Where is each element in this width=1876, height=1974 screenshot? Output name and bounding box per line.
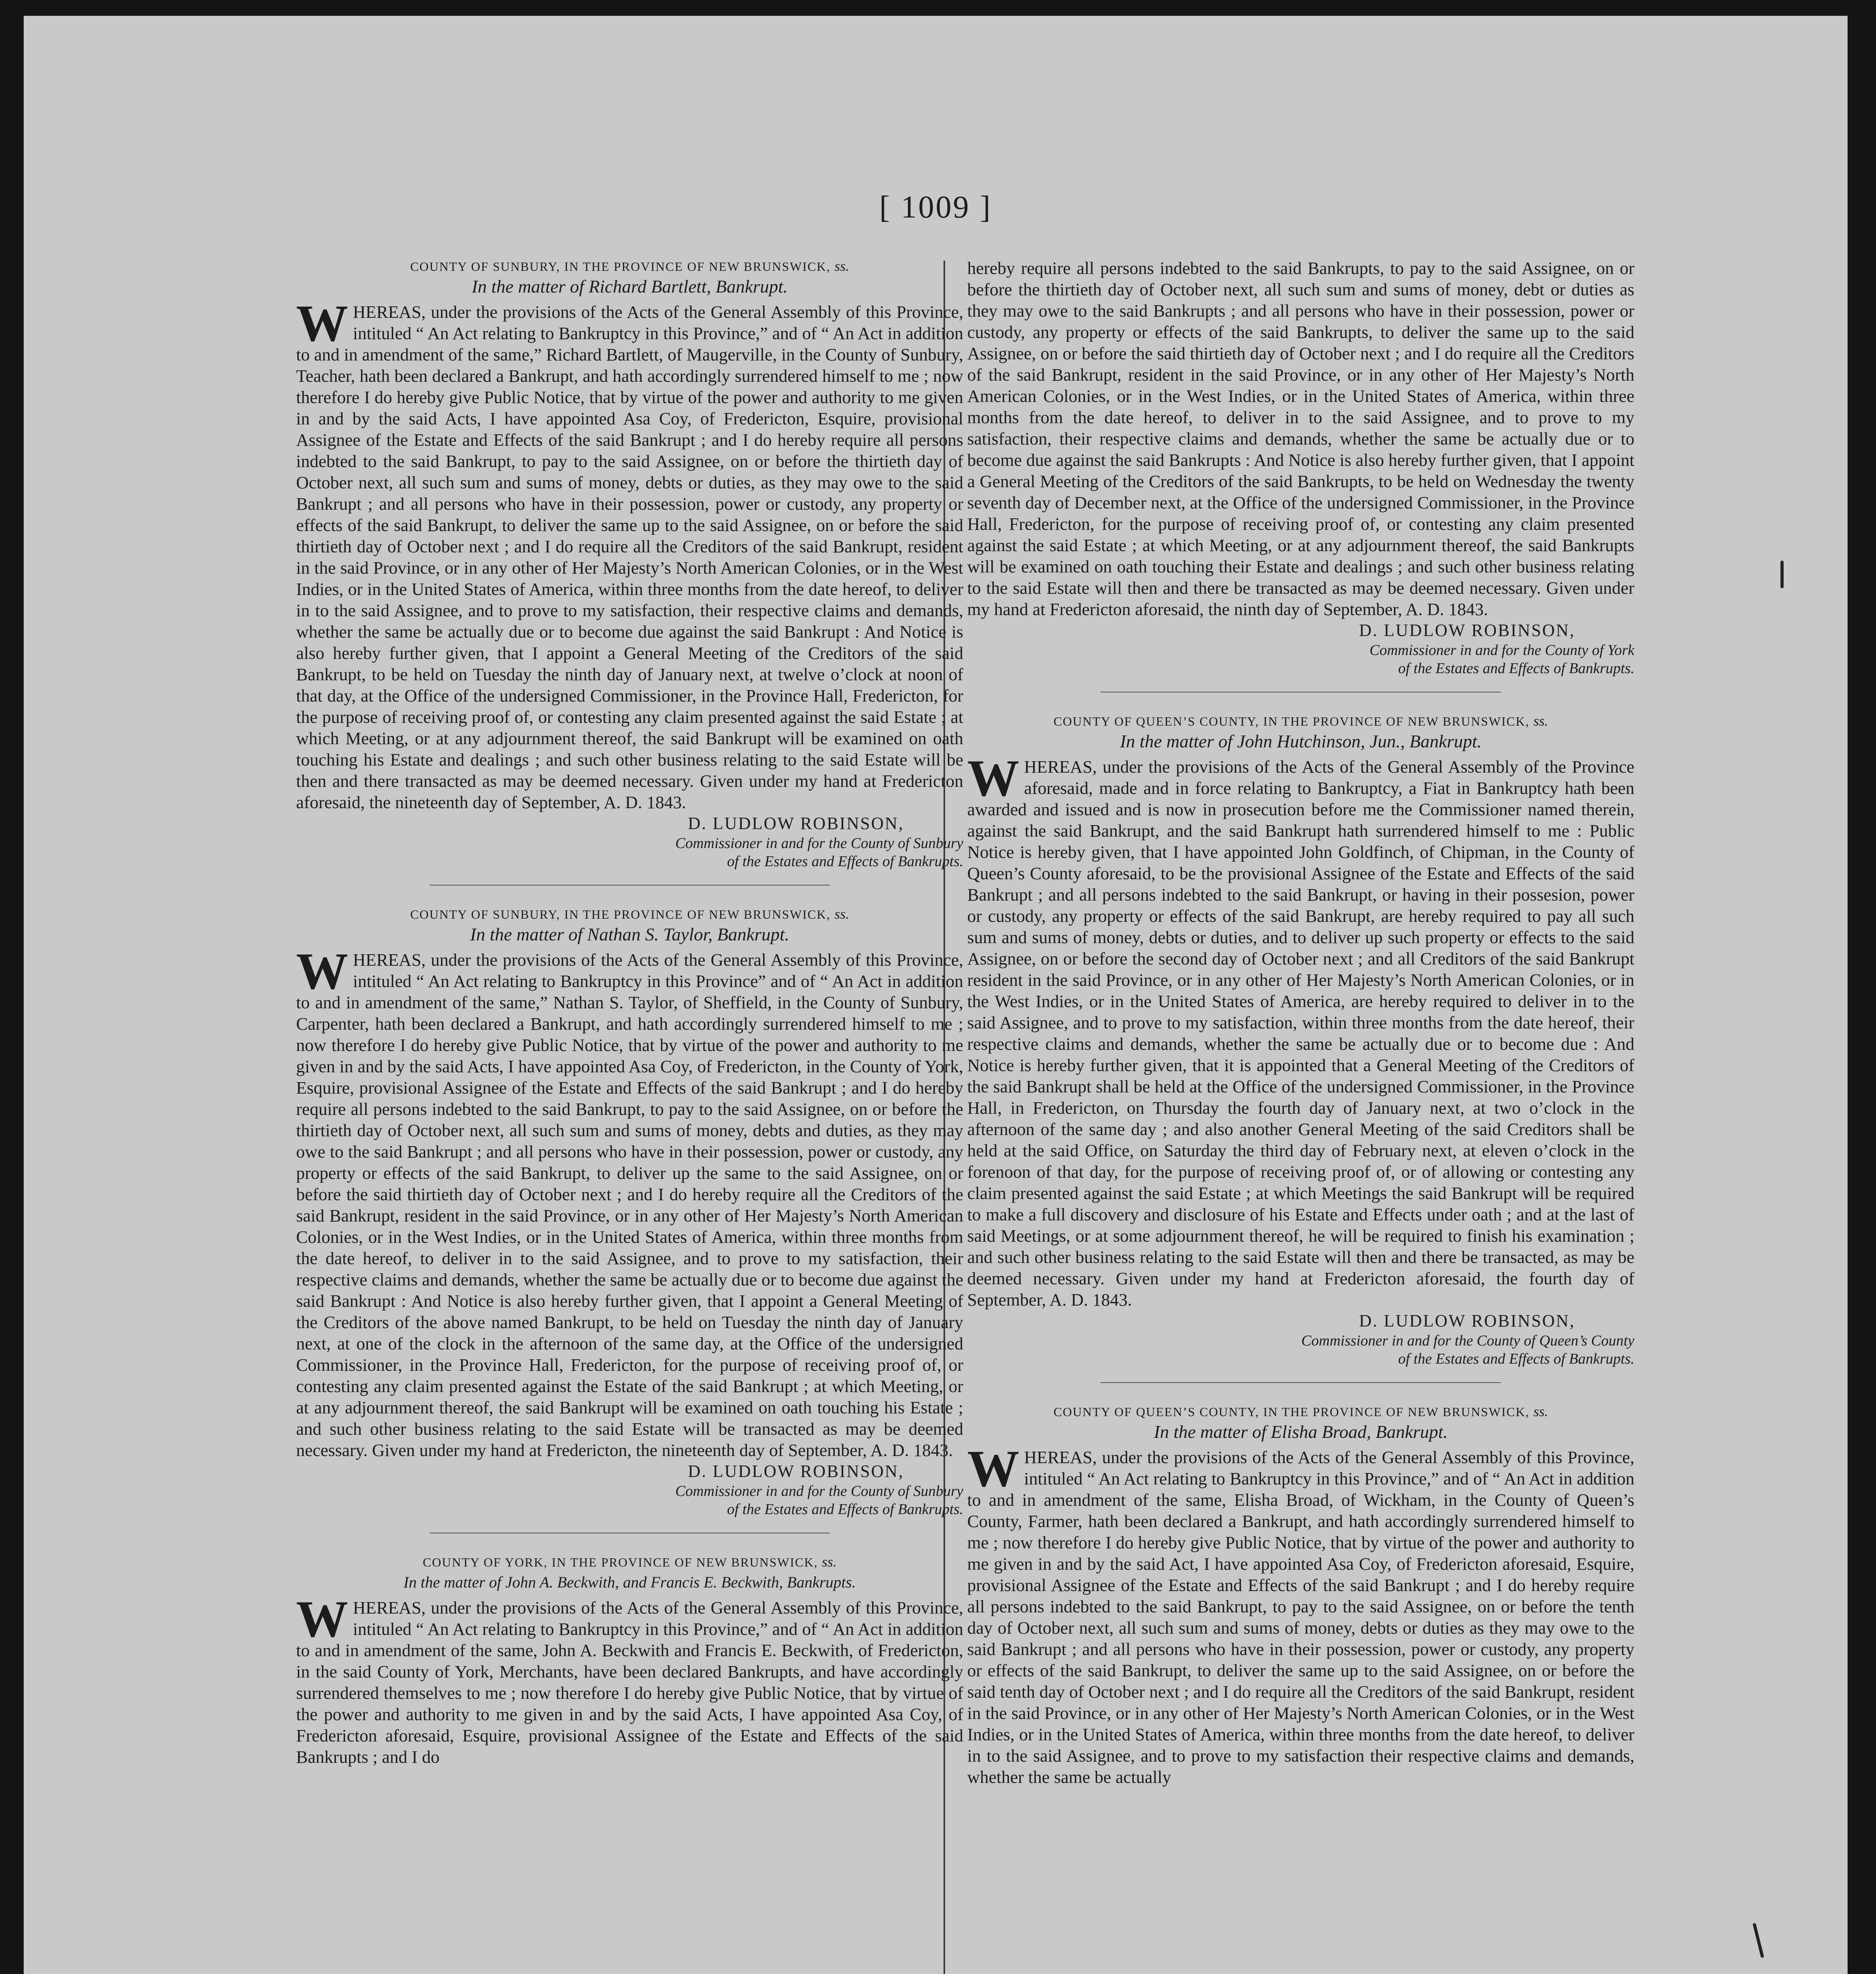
notice-body [967, 749, 1634, 1310]
notice-matter-title: In the matter of Richard Bartlett, Bankrupt. [471, 276, 788, 296]
notice-matter-title: In the matter of John Hutchinson, Jun., Bankrupt. [1120, 731, 1482, 751]
commissioner-signature: D. LUDLOW ROBINSON, [688, 1462, 904, 1481]
commissioner-title-continued: of the Estates and Effects of Bankrupts. [727, 1501, 963, 1518]
commissioner-title-continued: of the Estates and Effects of Bankrupts. [1398, 660, 1634, 677]
drop-cap: W [296, 942, 348, 1000]
notice-body [296, 942, 963, 1461]
notice-body [296, 294, 963, 813]
notice-body [967, 1439, 1634, 1788]
notice-county-header: COUNTY OF YORK, IN THE PROVINCE OF NEW BRUNSWICK, ss. [422, 1554, 837, 1570]
notice-bartlett [296, 257, 963, 886]
notice-text: HEREAS, under the provisions of the Acts of the General Assembly of this Province, intituled “ An Act relating to Bankruptcy in this Province,” and of “ An Act in addition to and in amendment of the same,” Richard Bartlett, of Maugerville, in the County of Sunbury, Teacher, hath been declared a Bankrupt, and hath accordingly surrendered himself to me ; now therefore I do hereby give Public Notice, that by virtue of the power and authority to me given in and by the said Acts, I have appointed Asa Coy, of Fredericton, Esquire, provisional Assignee of the Estate and Effects of the said Bankrupt ; and I do hereby require all persons indebted to the said Bankrupt, to pay to the said Assignee, on or before the thirtieth day of October next, all such sum and sums of money, debts or duties, as they may owe to the said Bankrupt ; and all persons who have in their possession, power or custody, any property or effects of the said Bankrupt, to deliver the same up to the said Assignee, on or before the said thirtieth day of October next ; and I do require all the Creditors of the said Bankrupt, resident in the said Province, or in any other of Her Majesty’s North American Colonies, or in the West Indies, or in the United States of America, within three months from the date hereof, to deliver in to the said Assignee, and to prove to my satisfaction, their respective claims and demands, whether the same be actually due or to become due against the said Bankrupt : And Notice is also hereby further given, that I appoint a General Meeting of the Creditors of the said Bankrupt, to be held on Tuesday the ninth day of January next, at twelve o’clock at noon of that day, at the Office of the undersigned Commissioner, in the Province Hall, Fredericton, for the purpose of receiving proof of, or contesting any claim presented against the said Estate ; at which Meeting, or at any adjournment thereof, the said Bankrupt will be examined on oath touching his Estate and dealings ; and such other business relating to the said Estate will be then and there transacted as may be deemed necessary. Given under my hand at Fredericton aforesaid, the nineteenth day of September, A. D. 1843. [296, 302, 963, 812]
notice-matter-title: In the matter of Elisha Broad, Bankrupt. [1154, 1422, 1448, 1442]
commissioner-title: Commissioner in and for the County of Sunbury [675, 835, 963, 852]
drop-cap: W [296, 294, 348, 352]
notice-hutchinson [967, 712, 1634, 1383]
notice-separator [430, 885, 830, 886]
margin-mark [1752, 1923, 1764, 1958]
notice-text: HEREAS, under the provisions of the Acts of the General Assembly of the Province aforesaid, made and in force relating to Bankruptcy, a Fiat in Bankruptcy hath been awarded and issued and is now in prosecution before me the Commissioner named therein, against the said Bankrupt, and the said Bankrupt hath surrendered himself to me : Public Notice is hereby given, that I have appointed John Goldfinch, of Chipman, in the County of Queen’s County aforesaid, to be the provisional Assignee of the Estate and Effects of the said Bankrupt ; and all persons indebted to the said Bankrupt, or having in their possesion, power or custody, any property or effects of the said Bankrupt, are hereby required to pay all such sum and sums of money, debts or duties, and to deliver up such property or effects to the said Assignee, on or before the second day of October next ; and all Creditors of the said Bankrupt resident in the said Province, or in any other of Her Majesty’s North American Colonies, or in the West Indies, or in the United States of America, are hereby required to deliver in to the said Assignee, and to prove to my satisfaction, within three months from the date hereof, their respective claims and demands, whether the same be actually due or to become due : And Notice is hereby further given, that it is appointed that a General Meeting of the Creditors of the said Bankrupt shall be held at the Office of the undersigned Commissioner, in the Province Hall, in Fredericton, on Thursday the fourth day of January next, at two o’clock in the afternoon of the same day ; and also another General Meeting of the said Creditors shall be held at the said Office, on Saturday the third day of February next, at eleven o’clock in the forenoon of that day, for the purpose of receiving proof of, or of allowing or contesting any claim presented against the said Estate ; at which Meetings the said Bankrupt will be required to make a full discovery and disclosure of his Estate and Effects under oath ; and at the last of said Meetings, or at some adjournment thereof, he will be required to finish his examination ; and such other business relating to the said Estate will then and there be transacted, as may be deemed necessary. Given under my hand at Fredericton aforesaid, the fourth day of September, A. D. 1843. [967, 757, 1634, 1310]
commissioner-signature: D. LUDLOW ROBINSON, [688, 814, 904, 833]
page-number: [ 1009 ] [879, 190, 992, 225]
commissioner-signature: D. LUDLOW ROBINSON, [1359, 621, 1575, 640]
notice-matter-title: In the matter of Nathan S. Taylor, Bankrupt. [470, 924, 790, 944]
notice-text: HEREAS, under the provisions of the Acts of the General Assembly of this Province, intituled “ An Act relating to Bankruptcy in this Province” and of “ An Act in addition to and in amendment of the same,” Nathan S. Taylor, of Sheffield, in the County of Sunbury, Carpenter, hath been declared a Bankrupt, and hath accordingly surrendered himself to me ; now therefore I do hereby give Public Notice, that by virtue of the power and authority to me given in and by the said Acts, I have appointed Asa Coy, of Fredericton, in the County of York, Esquire, provisional Assignee of the Estate and Effects of the said Bankrupt ; and I do hereby require all persons indebted to the said Bankrupt, to pay to the said Assignee, on or before the thirtieth day of October next, all such sum and sums of money, debts and duties, as they may owe to the said Bankrupt ; and all persons who have in their possession, power or custody, any property or effects of the said Bankrupt, to deliver up the same to the said Assignee, on or before the said thirtieth day of October next ; and I do hereby require all the Creditors of the said Bankrupt, resident in the said Province, or in any other of Her Majesty’s North American Colonies, or in the West Indies, or in the United States of America, within three months from the date hereof, to deliver in to the said Assignee, and to prove to my satisfaction, their respective claims and demands, whether the same be actually due or to become due against the said Bankrupt : And Notice is also hereby further given, that I appoint a General Meeting of the Creditors of the above named Bankrupt, to be held on Tuesday the ninth day of January next, at one of the clock in the afternoon of the same day, at the Office of the undersigned Commissioner, in the Province Hall, Fredericton, for the purpose of receiving proof of, or contesting any claim presented against the Estate of the said Bankrupt ; at which Meeting, or at any adjournment thereof, the said Bankrupt will be examined on oath touching his Estate ; and such other business relating to the said Estate will be transacted as may be deemed necessary. Given under my hand at Fredericton, the nineteenth day of September, A. D. 1843. [296, 950, 963, 1460]
right-column [967, 257, 1634, 1807]
document-page [24, 16, 1848, 1974]
notice-county-header: COUNTY OF SUNBURY, IN THE PROVINCE OF NEW BRUNSWICK, ss. [410, 906, 849, 922]
notice-beckwith-continued [967, 257, 1634, 692]
commissioner-signature: D. LUDLOW ROBINSON, [1359, 1311, 1575, 1330]
notice-county-header: COUNTY OF QUEEN’S COUNTY, IN THE PROVINCE OF NEW BRUNSWICK, ss. [1053, 713, 1548, 729]
notice-county-header: COUNTY OF QUEEN’S COUNTY, IN THE PROVINCE OF NEW BRUNSWICK, ss. [1053, 1404, 1548, 1419]
notice-beckwith [296, 1553, 963, 1768]
commissioner-title: Commissioner in and for the County of Queen’s County [1301, 1332, 1634, 1349]
notice-separator [1101, 1382, 1501, 1383]
notice-text: hereby require all persons indebted to the said Bankrupts, to pay to the said Assignee, on or before the thirtieth day of October next, all such sum and sums of money, debt or duties as they may owe to the said Bankrupts ; and all persons who have in their possession, power or custody, any property or effects of the said Bankrupts, to deliver the same up to the said Assignee, on or before the said thirtieth day of October next ; and I do require all the Creditors of the said Bankrupt, resident in the said Province, or in any other of Her Majesty’s North American Colonies, or in the West Indies, or in the United States of America, within three months from the date hereof, to deliver in to the said Assignee, and to prove to my satisfaction, their respective claims and demands, whether the same be actually due or to become due against the said Bankrupts : And Notice is also hereby further given, that I appoint a General Meeting of the Creditors of the said Bankrupts, to be held on Wednesday the twenty seventh day of December next, at the Office of the undersigned Commissioner, in the Province Hall, Fredericton, for the purpose of receiving proof of, or contesting any claim presented against the said Estate ; at which Meeting, or at any adjournment thereof, the said Bankrupts will be examined on oath touching their Estate and dealings ; and such other business relating to the said Estate will then and there be transacted as may be deemed necessary. Given under my hand at Fredericton aforesaid, the ninth day of September, A. D. 1843. [967, 258, 1634, 619]
commissioner-title-continued: of the Estates and Effects of Bankrupts. [727, 853, 963, 870]
notice-broad [967, 1403, 1634, 1788]
drop-cap: W [967, 749, 1019, 807]
notice-county-header: COUNTY OF SUNBURY, IN THE PROVINCE OF NEW BRUNSWICK, ss. [410, 258, 849, 274]
commissioner-title-continued: of the Estates and Effects of Bankrupts. [1398, 1351, 1634, 1367]
notice-text: HEREAS, under the provisions of the Acts of the General Assembly of this Province, intituled “ An Act relating to Bankruptcy in this Province,” and of “ An Act in addition to and in amendment of the same, John A. Beckwith and Francis E. Beckwith, of Fredericton, in the said County of York, Merchants, have been declared Bankrupts, and have accordingly surrendered themselves to me ; now therefore I do hereby give Public Notice, that by virtue of the power and authority to me given in and by the said Acts, I have appointed Asa Coy, of Fredericton aforesaid, Esquire, provisional Assignee of the Estate and Effects of the said Bankrupts ; and I do [296, 1598, 963, 1767]
notice-taylor [296, 905, 963, 1533]
drop-cap: W [967, 1439, 1019, 1497]
margin-mark [1780, 561, 1784, 588]
left-column [296, 257, 963, 1787]
notice-matter-title: In the matter of John A. Beckwith, and Francis E. Beckwith, Bankrupts. [403, 1573, 856, 1591]
commissioner-title: Commissioner in and for the County of York [1369, 642, 1634, 659]
notice-text: HEREAS, under the provisions of the Acts of the General Assembly of this Province, intituled “ An Act relating to Bankruptcy in this Province,” and of “ An Act in addition to and in amendment of the same, Elisha Broad, of Wickham, in the County of Queen’s County, Farmer, hath been declared a Bankrupt, and hath accordingly surrendered himself to me ; now therefore I do hereby give Public Notice, that by virtue of the power and authority to me given in and by the said Act, I have appointed Asa Coy, of Fredericton aforesaid, Esquire, provisional Assignee of the Estate and Effects of the said Bankrupt ; and I do hereby require all persons indebted to the said Bankrupt, to pay to the said Assignee, on or before the tenth day of October next, all such sum and sums of money, debts or duties as they may owe to the said Bankrupt ; and all persons who have in their possession, power or custody, any property or effects of the said Bankrupt, to deliver the same up to the said Assignee, on or before the said tenth day of October next ; and I do require all the Creditors of the said Bankrupt, resident in the said Province, or in any other of Her Majesty’s North American Colonies, or in the West Indies, or in the United States of America, within three months from the date hereof, to deliver in to the said Assignee, and to prove to my satisfaction their respective claims and demands, whether the same be actually [967, 1447, 1634, 1787]
commissioner-title: Commissioner in and for the County of Sunbury [675, 1483, 963, 1499]
drop-cap: W [296, 1590, 348, 1648]
notice-body [296, 1590, 963, 1768]
notice-body [967, 257, 1634, 620]
